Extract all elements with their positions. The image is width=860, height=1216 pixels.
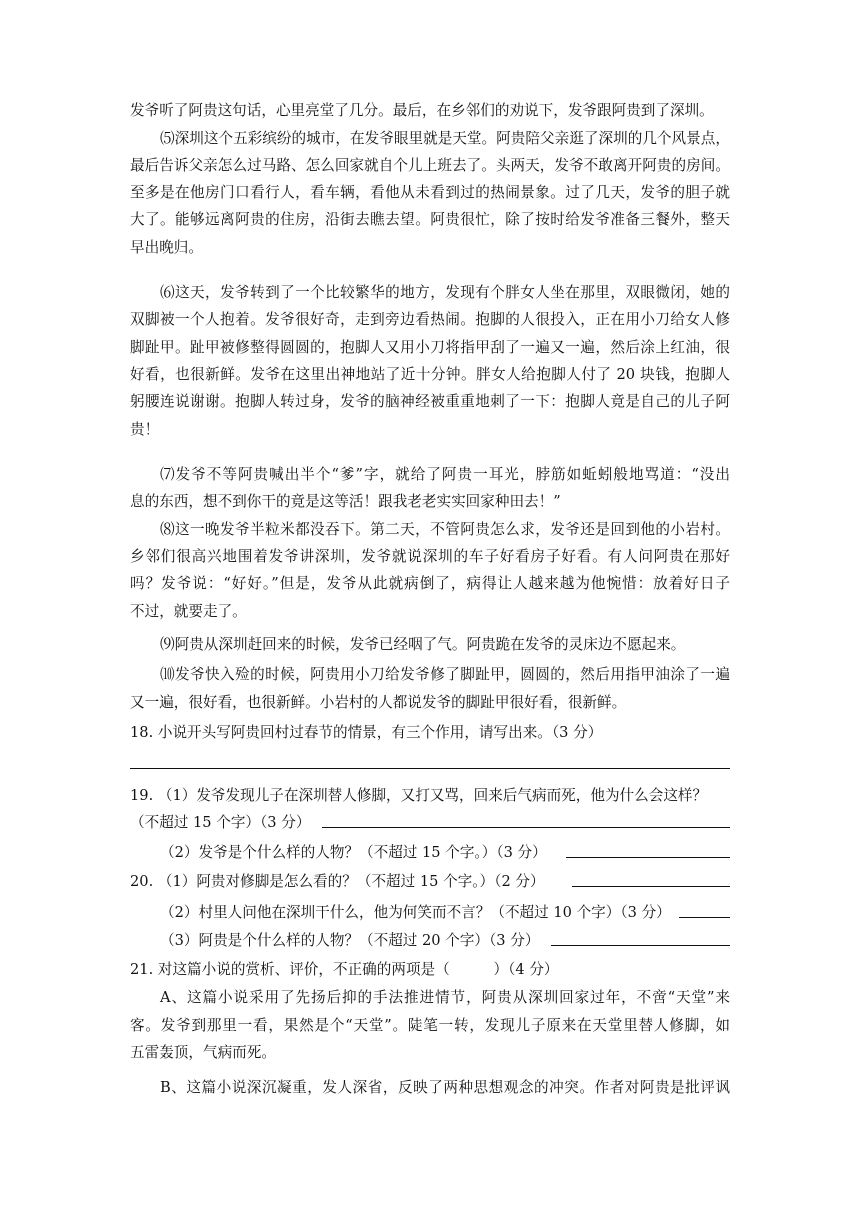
question-21: 21. 对这篇小说的赏析、评价，不正确的两项是（ ）（4 分） (130, 961, 559, 978)
paragraph-line: 贵！ (130, 421, 160, 438)
answer-line-20-1[interactable] (572, 886, 730, 887)
answer-line-20-2[interactable] (679, 917, 730, 918)
paragraph-line: 发爷听了阿贵这句话，心里亮堂了几分。最后，在乡邻们的劝说下，发爷跟阿贵到了深圳。 (130, 102, 714, 119)
question-20-2: （2）村里人问他在深圳干什么，他为何笑而不言？（不超过 10 个字）（3 分） (160, 904, 671, 921)
paragraph-line: ⑻这一晚发爷半粒米都没吞下。第二天，不管阿贵怎么求，发爷还是回到他的小岩村。 (160, 521, 730, 538)
paragraph-line: 躬腰连说谢谢。抱脚人转过身，发爷的脑神经被重重地刺了一下：抱脚人竟是自己的儿子阿 (130, 393, 730, 410)
paragraph-line: 最后告诉父亲怎么过马路、怎么回家就自个儿上班去了。头两天，发爷不敢离开阿贵的房间。 (130, 157, 730, 174)
question-19-2: （2）发爷是个什么样的人物？（不超过 15 个字。）（3 分） (160, 844, 547, 861)
paragraph-line: 乡邻们很高兴地围着发爷讲深圳，发爷就说深圳的车子好看房子好看。有人问阿贵在那好 (130, 548, 730, 565)
question-19-1: 19. （1）发爷发现儿子在深圳替人修脚，又打又骂，回来后气病而死，他为什么会这样？ (130, 787, 708, 804)
paragraph-line: 好看，也很新鲜。发爷在这里出神地站了近十分钟。胖女人给抱脚人付了 20 块钱，抱脚人 (130, 366, 730, 383)
option-a-line: 客。发爷到那里一看，果然是个“天堂”。陡笔一转，发现儿子原来在天堂里替人修脚，如 (130, 1017, 730, 1034)
option-a-line: 五雷轰顶，气病而死。 (130, 1044, 276, 1061)
paragraph-line: 至多是在他房门口看行人，看车辆，看他从未看到过的热闹景象。过了几天，发爷的胆子就 (130, 184, 730, 201)
paragraph-line: 大了。能够远离阿贵的住房，沿街去瞧去望。阿贵很忙，除了按时给发爷准备三餐外，整天 (130, 211, 730, 228)
option-a-line: A、这篇小说采用了先扬后抑的手法推进情节，阿贵从深圳回家过年，不啻“天堂”来 (160, 989, 730, 1006)
paragraph-line: ⑸深圳这个五彩缤纷的城市，在发爷眼里就是天堂。阿贵陪父亲逛了深圳的几个风景点， (160, 130, 730, 147)
paragraph-line: ⑺发爷不等阿贵喊出半个“爹”字，就给了阿贵一耳光，脖筋如蚯蚓般地骂道：“没出 (160, 466, 730, 483)
paragraph-line: ⑼阿贵从深圳赶回来的时候，发爷已经咽了气。阿贵跪在发爷的灵床边不愿起来。 (160, 636, 686, 653)
answer-line-20-3[interactable] (551, 945, 730, 946)
answer-line-18[interactable] (130, 768, 730, 769)
question-18: 18. 小说开头写阿贵回村过春节的情景，有三个作用，请写出来。（3 分） (130, 724, 603, 741)
answer-line-19-1[interactable] (322, 827, 730, 828)
paragraph-line: 吗？发爷说：“好好。”但是，发爷从此就病倒了，病得让人越来越为他惋惜：放着好日子 (130, 575, 730, 592)
paragraph-line: ⑹这天，发爷转到了一个比较繁华的地方，发现有个胖女人坐在那里，双眼微闭，她的 (160, 284, 730, 301)
paragraph-line: 不过，就要走了。 (130, 603, 247, 620)
answer-line-19-2[interactable] (566, 857, 730, 858)
paragraph-line: ⑽发爷快入殓的时候，阿贵用小刀给发爷修了脚趾甲，圆圆的，然后用指甲油涂了一遍 (160, 666, 730, 683)
question-20-3: （3）阿贵是个什么样的人物？（不超过 20 个字）（3 分） (160, 932, 540, 949)
question-20-1: 20. （1）阿贵对修脚是怎么看的？（不超过 15 个字。）（2 分） (130, 873, 545, 890)
paragraph-line: 息的东西，想不到你干的竟是这等活！跟我老老实实回家种田去！” (130, 493, 561, 510)
question-19-1-limit: （不超过 15 个字）（3 分） (130, 814, 311, 831)
paragraph-line: 脚趾甲。趾甲被修整得圆圆的，抱脚人又用小刀将指甲刮了一遍又一遍，然后涂上红油，很 (130, 339, 730, 356)
paragraph-line: 又一遍，很好看，也很新鲜。小岩村的人都说发爷的脚趾甲很好看，很新鲜。 (130, 694, 627, 711)
paragraph-line: 双脚被一个人抱着。发爷很好奇，走到旁边看热闹。抱脚的人很投入，正在用小刀给女人修 (130, 311, 730, 328)
paragraph-line: 早出晚归。 (130, 239, 203, 256)
option-b-line: B、这篇小说深沉凝重，发人深省，反映了两种思想观念的冲突。作者对阿贵是批评讽 (160, 1079, 730, 1096)
